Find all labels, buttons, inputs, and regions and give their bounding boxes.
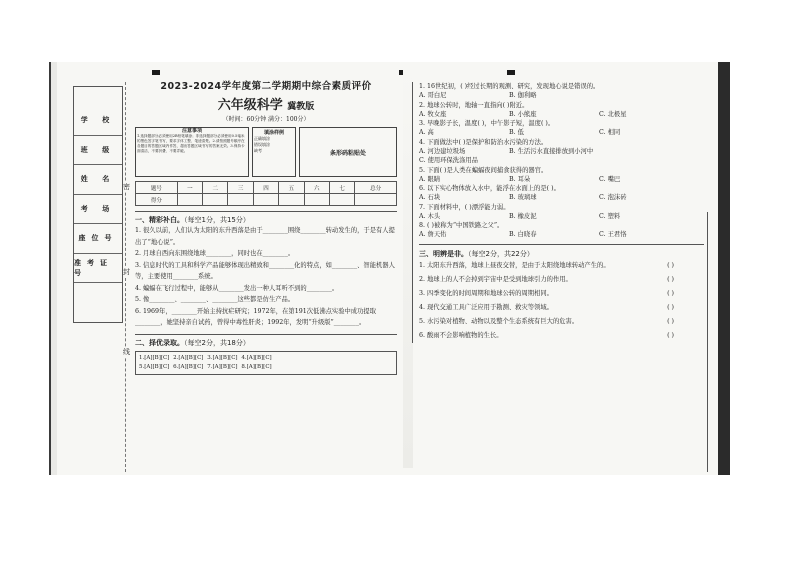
alignment-mark <box>507 70 515 75</box>
choice-question: 4. 下面做法中( )是保护和防治水污染的方法。 <box>419 138 548 146</box>
judge-question: 2. 地球上的人不会掉到宇宙中是受到地球引力的作用。 ( ) <box>419 275 674 283</box>
bubble-q4[interactable]: 4.[A][B][C] <box>241 354 272 361</box>
section-2-title: 二、择优录取。（每空2分，共18分） <box>135 334 397 348</box>
choice-question: 3. 早晚影子长，温度( )，中午影子短，温度( )。 <box>419 120 555 127</box>
section-1-question: 5. 像________、________、________这些都是仿生产品。 <box>135 296 295 303</box>
judge-question: 3. 四季变化的时间周期和地球公转的周期相同。 ( ) <box>419 289 674 297</box>
score-table: 题号 一 二 三 四 五 六 七 总分 得分 <box>135 181 397 206</box>
section-1-question: 4. 蝙蝠在飞行过程中，能够从________发出一种人耳听不到的________。 <box>135 284 339 292</box>
time-info: （时间：60分钟 满分：100分） <box>222 116 310 123</box>
binding-ticket: 准考证号 <box>74 254 122 284</box>
right-page <box>412 82 704 343</box>
bubble-q1[interactable]: 1.[A][B][C] <box>139 354 170 361</box>
choice-question: 5. 下面( )是人类在蝙蝠夜间捕食获得的器官。 <box>419 166 548 174</box>
binding-name: 姓 名 <box>74 165 122 195</box>
notice-box: 注意事项 1.选择题部分必须使用2B铅笔填涂；非选择题部分必须使用0.5毫米的黑色签字笔书写，要求字体工整、笔迹清楚。2.请按照题号顺序在各题目的答题区域内作答，超出答题区域书写的答案无效。3.保持卡面清洁，不要折叠、不要弄破。 <box>135 127 249 177</box>
bubble-q2[interactable]: 2.[A][B][C] <box>173 354 204 361</box>
judge-question: 4. 现代交通工具广泛应用于勘测、救灾等领域。 ( ) <box>419 303 674 311</box>
section-1-question: 3. 信息时代的工具和科学产品能够体现出精致和________化的特点，如________、智能机器人等，主要使用________系统。 <box>135 261 395 280</box>
judge-question: 1. 太阳东升西落，地球上昼夜交替，是由于太阳绕地球转动产生的。 ( ) <box>419 261 674 269</box>
header-boxes <box>135 127 397 177</box>
bubble-q7[interactable]: 7.[A][B][C] <box>207 363 238 370</box>
section-1-question: 1. 很久以前，人们认为太阳的东升西落是由于________围绕________转动发生的，于是有人提出了“地心说”。 <box>135 227 395 246</box>
binding-info-box <box>73 86 123 323</box>
fill-example-box: 填涂样例 正确填涂 错误填涂 缺考 <box>252 127 296 177</box>
section-1-question: 2. 月球自西向东围绕地球________，同时也在________。 <box>135 250 295 257</box>
seal-char-xian: 线 <box>123 348 130 356</box>
section-3-title: 三、明辨是非。（每空2分，共22分） <box>419 244 704 259</box>
choice-options: A. 牧女座 B. 小熊座 C. 北极星 <box>419 110 627 118</box>
choice-question: 8. ( )被称为“中国铁路之父”。 <box>419 222 504 229</box>
choice-options: A. 高 B. 低 C. 相同 <box>419 129 621 136</box>
binding-school: 学 校 <box>74 106 122 136</box>
section-1-title: 一、精彩补白。（每空1分，共15分） <box>135 211 397 225</box>
exam-title: 2023-2024学年度第二学期期中综合素质评价 <box>160 81 372 92</box>
choice-question: 2. 地球公转时，地轴一直指向( )附近。 <box>419 101 529 109</box>
photo-edge <box>718 62 730 475</box>
binding-class: 班 级 <box>74 136 122 166</box>
bubble-q8[interactable]: 8.[A][B][C] <box>241 363 272 370</box>
right-border <box>707 212 708 472</box>
choice-options: A. 哥白尼 B. 伽利略 <box>419 92 537 99</box>
section-1-question: 6. 1969年，________开始主持抗疟研究；1972年，在第191次低沸点实验中成功提取________，她坚持亲自试药，曾得中毒性肝炎；1992年，发明“升级版”________。 <box>135 307 376 326</box>
choice-options: A. 木头 B. 橡皮泥 C. 塑料 <box>419 212 621 220</box>
seal-char-mi: 密 <box>123 183 130 191</box>
judge-question: 6. 酸雨不会影响植物的生长。 ( ) <box>419 331 674 339</box>
choice-options: A. 石块 B. 玻璃球 C. 泡沫砖 <box>419 194 627 201</box>
choice-question: 6. 以下实心物体放入水中，能浮在水面上的是( )。 <box>419 185 560 192</box>
photo-edge <box>49 62 51 475</box>
answer-bubbles <box>135 351 397 375</box>
seal-char-feng: 封 <box>123 268 130 276</box>
binding-line <box>125 82 126 472</box>
binding-seat: 座位号 <box>74 224 122 254</box>
exam-photo <box>49 62 730 475</box>
choice-options: A. 詹天佑 B. 白晓春 C. 王君恪 <box>419 231 627 238</box>
judge-question: 5. 水污染对植物、动物以及整个生态系统有巨大的危害。 ( ) <box>419 317 674 325</box>
choice-options: C. 使用环保洗涤用品 <box>419 157 478 164</box>
choice-question: 1. 16世纪初，( )经过长期的观测、研究，发现地心说是错误的。 <box>419 83 600 90</box>
choice-question: 7. 下面材料中，( )漂浮能力弱。 <box>419 203 510 211</box>
bubble-q5[interactable]: 5.[A][B][C] <box>139 363 170 370</box>
left-page <box>135 78 397 375</box>
binding-room: 考 场 <box>74 195 122 225</box>
bubble-q6[interactable]: 6.[A][B][C] <box>173 363 204 370</box>
subject-title: 六年级科学 冀教版 <box>217 98 315 113</box>
choice-options: A. 眼睛 B. 耳朵 C. 嘴巴 <box>419 175 621 183</box>
alignment-mark <box>152 70 160 75</box>
barcode-area: 条形码粘贴处 <box>299 127 397 177</box>
choice-options: A. 河边建垃圾场 B. 生活污水直接排放到小河中 <box>419 147 594 155</box>
exam-paper <box>57 62 723 475</box>
bubble-q3[interactable]: 3.[A][B][C] <box>207 354 238 361</box>
